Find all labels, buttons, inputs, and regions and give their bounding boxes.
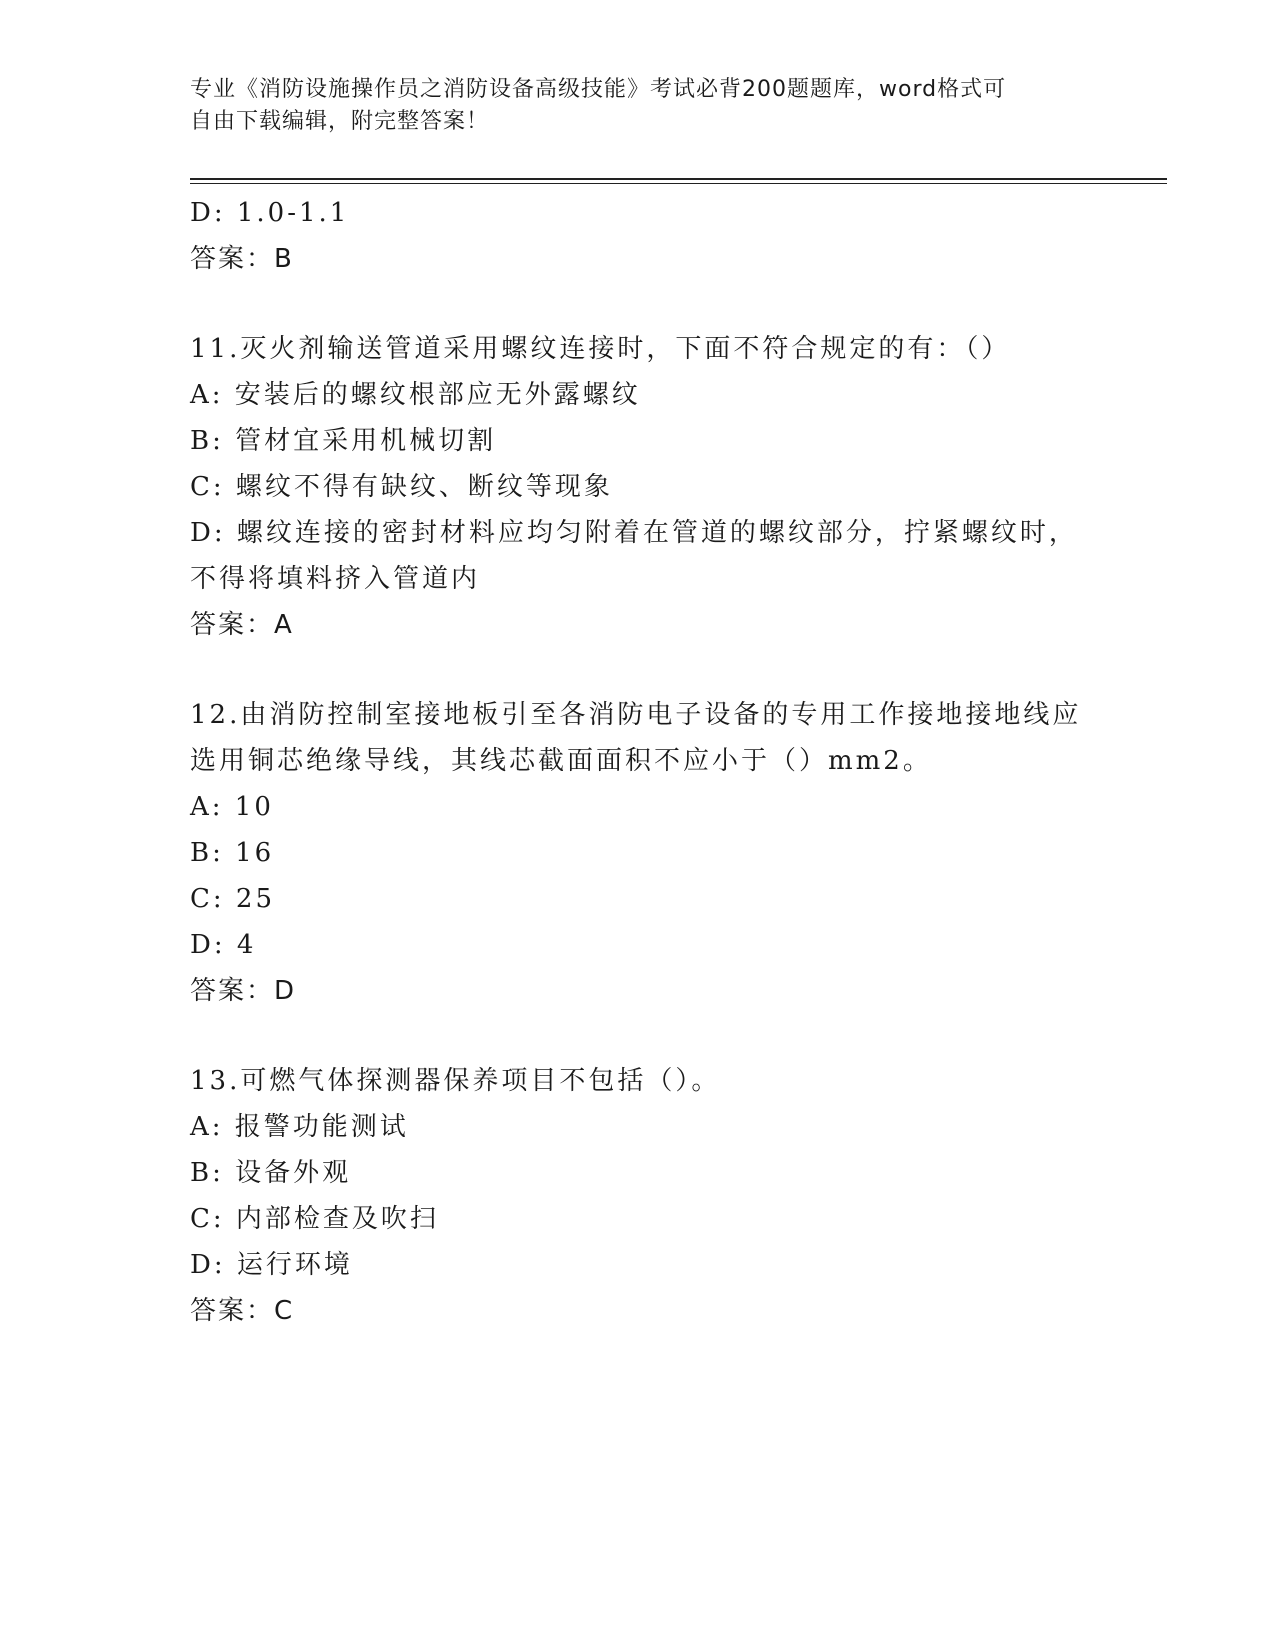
prev-option-d: D: 1.0-1.1 bbox=[190, 198, 350, 228]
answer: 答案：A bbox=[190, 610, 294, 640]
option-d: D: 4 bbox=[190, 930, 257, 960]
question-12 bbox=[190, 692, 1090, 1014]
spacer bbox=[190, 282, 1090, 326]
question-13 bbox=[190, 1058, 1090, 1334]
header-line-2: 自由下载编辑，附完整答案！ bbox=[190, 109, 490, 134]
option-d: D: 螺纹连接的密封材料应均匀附着在管道的螺纹部分，拧紧螺纹时， bbox=[190, 518, 1078, 548]
option-b: B: 设备外观 bbox=[190, 1158, 352, 1188]
answer: 答案：D bbox=[190, 976, 297, 1006]
option-b: B: 16 bbox=[190, 838, 275, 868]
option-d: D: 运行环境 bbox=[190, 1250, 353, 1280]
question-content bbox=[190, 190, 1090, 1334]
spacer bbox=[190, 1014, 1090, 1058]
option-a: A: 报警功能测试 bbox=[190, 1112, 409, 1142]
option-c: C: 螺纹不得有缺纹、断纹等现象 bbox=[190, 472, 613, 502]
option-c: C: 25 bbox=[190, 884, 276, 914]
document-header bbox=[190, 74, 1090, 138]
question-stem-continued: 选用铜芯绝缘导线，其线芯截面面积不应小于（）mm2。 bbox=[190, 746, 932, 776]
header-divider-thin bbox=[190, 183, 1167, 184]
option-b: B: 管材宜采用机械切割 bbox=[190, 426, 497, 456]
option-a: A: 10 bbox=[190, 792, 274, 822]
header-divider-thick bbox=[190, 178, 1167, 180]
option-a: A: 安装后的螺纹根部应无外露螺纹 bbox=[190, 380, 641, 410]
header-line-1: 专业《消防设施操作员之消防设备高级技能》考试必背200题题库，word格式可 bbox=[190, 77, 1007, 102]
spacer bbox=[190, 648, 1090, 692]
option-d-continued: 不得将填料挤入管道内 bbox=[190, 564, 481, 594]
answer: 答案：C bbox=[190, 1296, 295, 1326]
prev-answer: 答案：B bbox=[190, 244, 294, 274]
question-stem: 12.由消防控制室接地板引至各消防电子设备的专用工作接地接地线应 bbox=[190, 700, 1082, 730]
question-stem: 11.灭火剂输送管道采用螺纹连接时，下面不符合规定的有：（） bbox=[190, 334, 1011, 364]
question-stem: 13.可燃气体探测器保养项目不包括（）。 bbox=[190, 1066, 721, 1096]
question-11 bbox=[190, 326, 1090, 648]
option-c: C: 内部检查及吹扫 bbox=[190, 1204, 439, 1234]
